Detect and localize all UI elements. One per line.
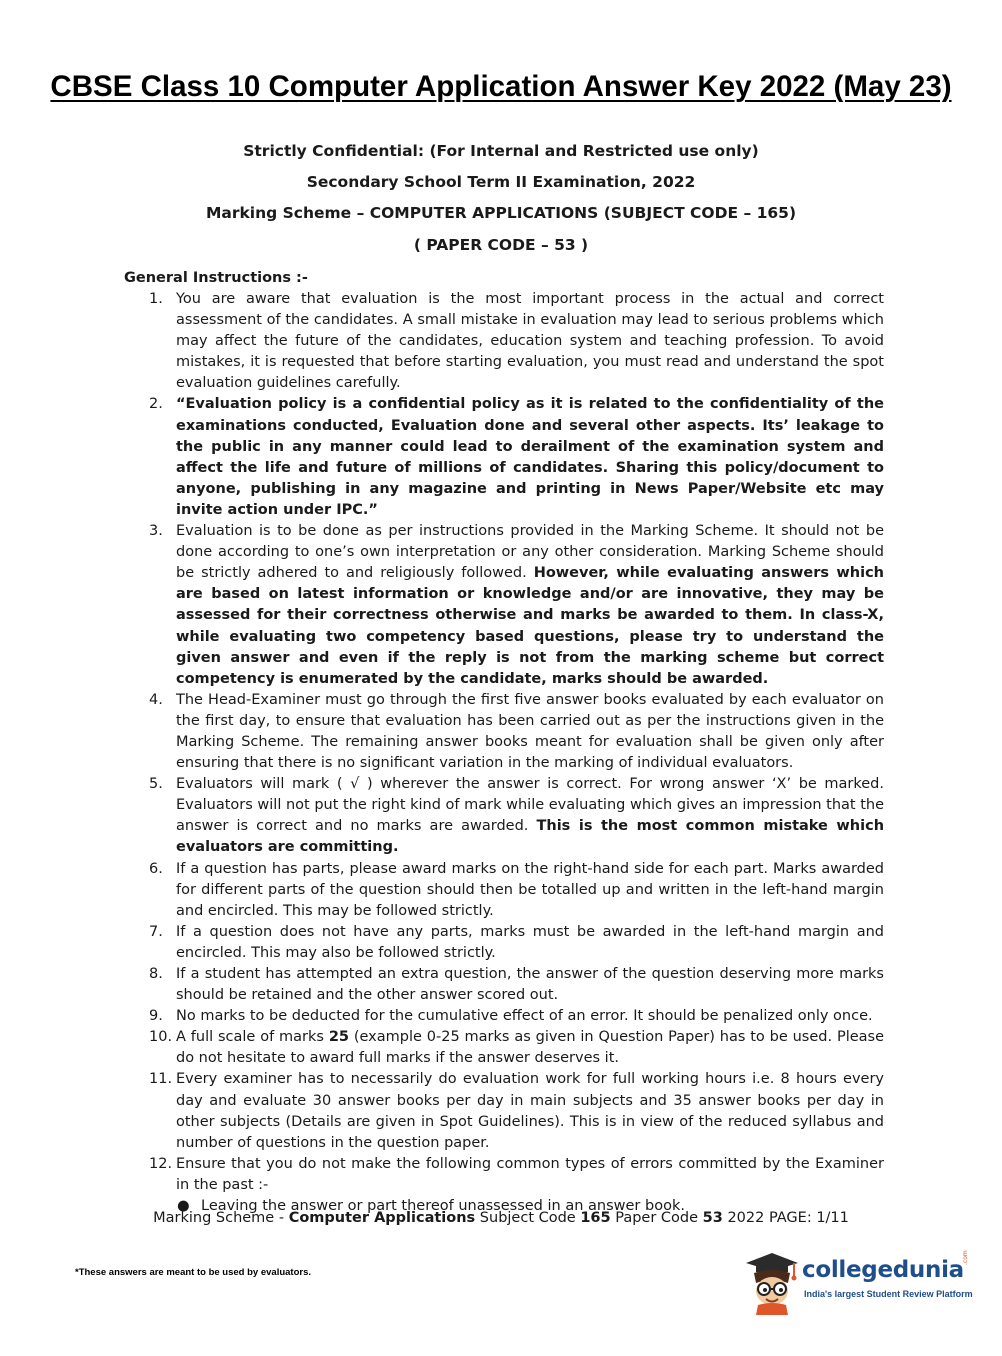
instruction-item: 1. You are aware that evaluation is the most important process in the actual and correct assessment of the candidates. A small mistake in evaluation may lead to serious problems which may affect the future of the candidates, education system and teaching profession. To avoid mistakes, it is requested that before starting evaluation, you must read and understand the spot evaluation guidelines carefully. <box>149 291 884 392</box>
paper-code-line: ( PAPER CODE – 53 ) <box>413 236 589 254</box>
instruction-item: 11. Every examiner has to necessarily do evaluation work for full working hours i.e. 8 hours every day and evaluate 30 answer books per day in main subjects and 35 answer books per day in other subjects (Details are given in Spot Guidelines). This is in view of the reduced syllabus and number of questions in the question paper. <box>149 1071 884 1151</box>
bullet-icon: ● <box>177 1198 190 1215</box>
marking-scheme-line: Marking Scheme – COMPUTER APPLICATIONS (SUBJECT CODE – 165) <box>205 204 797 222</box>
instruction-item: 10. A full scale of marks 25 (example 0-25 marks as given in Question Paper) has to be used. Please do not hesitate to award full marks if the answer deserves it. <box>149 1029 885 1067</box>
page-footer: Marking Scheme - Computer Applications Subject Code 165 Paper Code 53 2022 PAGE: 1/11 <box>153 1210 849 1226</box>
instruction-item: 12. Ensure that you do not make the following common types of errors committed by the Examiner in the past :- <box>149 1155 884 1193</box>
exam-line: Secondary School Term II Examination, 2022 <box>306 173 696 191</box>
instructions-list <box>124 289 884 1196</box>
mascot-icon <box>742 1249 800 1315</box>
bullet-item: ● Leaving the answer or part thereof unassessed in an answer book. <box>124 1196 884 1217</box>
instruction-item: 3. Evaluation is to be done as per instructions provided in the Marking Scheme. It should not be done according to one’s own interpretation or any other consideration. Marking Scheme should be strictly adhered to and religiously followed. However, while evaluating answers which are based on latest information or knowledge and/or are innovative, they may be assessed for their correctness otherwise and marks be awarded to them. In class-X, while evaluating two competency based questions, please try to understand the given answer and even if the reply is not from the marking scheme but correct competency is enumerated by the candidate, marks should be awarded. <box>149 523 884 687</box>
logo-wordmark: collegedunia <box>802 1257 964 1283</box>
instruction-item: 4. The Head-Examiner must go through the first five answer books evaluated by each evaluator on the first day, to ensure that evaluation has been carried out as per the instructions given in the Marking Scheme. The remaining answer books meant for evaluation shall be given only after ensuring that there is no significant variation in the marking of individual evaluators. <box>149 691 884 772</box>
logo-domain: .com <box>962 1250 969 1265</box>
evaluator-disclaimer: *These answers are meant to be used by evaluators. <box>75 1267 312 1278</box>
instructions-heading: General Instructions :- <box>124 270 308 286</box>
collegedunia-logo[interactable] <box>742 1249 972 1319</box>
logo-tagline: India's largest Student Review Platform <box>804 1289 973 1299</box>
general-instructions <box>124 268 884 1217</box>
instruction-item: 9. No marks to be deducted for the cumulative effect of an error. It should be penalized only once. <box>149 1008 873 1025</box>
instruction-item: 7. If a question does not have any parts, marks must be awarded in the left-hand margin and encircled. This may also be followed strictly. <box>149 923 884 961</box>
instruction-item: 8. If a student has attempted an extra question, the answer of the question deserving more marks should be retained and the other answer scored out. <box>149 966 884 1004</box>
confidential-line: Strictly Confidential: (For Internal and Restricted use only) <box>243 142 759 160</box>
document-title: CBSE Class 10 Computer Application Answer Key 2022 (May 23) <box>50 70 952 103</box>
instruction-item: 6. If a question has parts, please award marks on the right-hand side for each part. Marks awarded for different parts of the question should then be totalled up and written in the left-hand margin and encircled. This may be followed strictly. <box>149 860 884 919</box>
instruction-item: 2. “Evaluation policy is a confidential policy as it is related to the confidentiality of the examinations conducted, Evaluation done and several other aspects. Its’ leakage to the public in any manner could lead to derailment of the examination system and affect the life and future of millions of candidates. Sharing this policy/document to anyone, publishing in any magazine and printing in News Paper/Website etc may invite action under IPC.” <box>149 396 884 518</box>
instruction-item: 5. Evaluators will mark ( √ ) wherever the answer is correct. For wrong answer ‘X’ be marked. Evaluators will not put the right kind of mark while evaluating which gives an impression that the answer is correct and no marks are awarded. This is the most common mistake which evaluators are committing. <box>149 776 885 856</box>
